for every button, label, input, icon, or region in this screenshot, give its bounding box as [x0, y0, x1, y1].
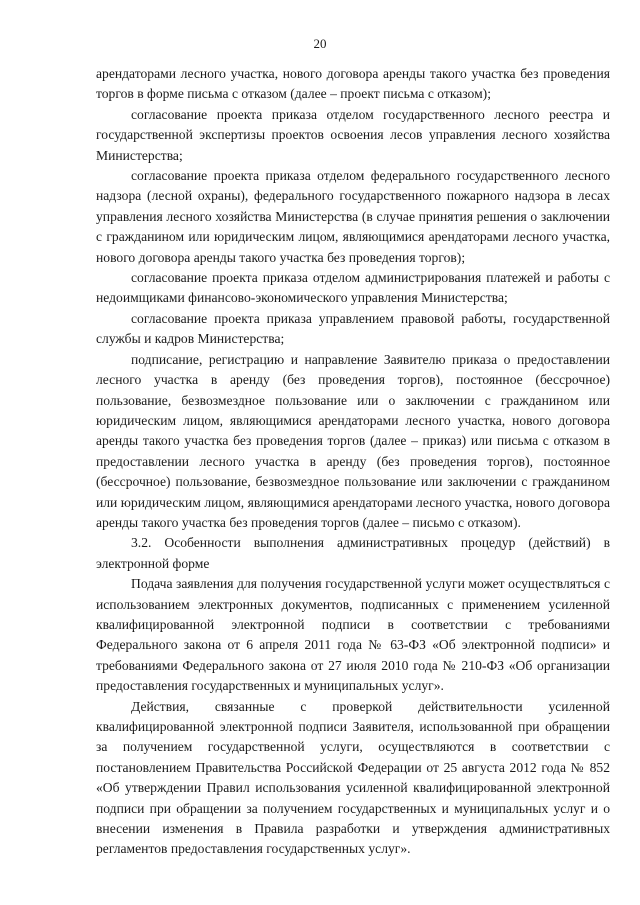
paragraph-continuation: арендаторами лесного участка, нового договора аренды такого участка без проведения торгов в форме письма с отказом (далее – проект письма с отказом); [96, 66, 610, 102]
paragraph-signing-registration: подписание, регистрацию и направление Заявителю приказа о предоставлении лесного участка в аренду (без проведения торгов), постоянное (бессрочное) пользование, безвозмездное пользование или о заключении с гражданином или юридическим лицом, являющимися арендаторами лесного участка, нового договора аренды такого участка без проведения торгов (далее – приказ) или письма с отказом в предоставлении лесного участка в аренду (без проведения торгов), постоянное (бессрочное) пользование, безвозмездное пользование или заключении с гражданином или юридическим лицом, являющимися арендаторами лесного участка, нового договора аренды такого участка без проведения торгов (далее – письмо с отказом). [96, 351, 610, 530]
page-number: 20 [313, 36, 327, 51]
paragraph-electronic-application: Подача заявления для получения государственной услуги может осуществляться с использованием электронных документов, подписанных с применением усиленной квалифицированной электронной подписи в соответствии с требованиями Федерального закона от 6 апреля 2011 года № 63-ФЗ «Об электронной подписи» и требованиями Федерального закона от 27 июля 2010 года № 210-ФЗ «Об организации предоставления государственных и муниципальных услуг». [96, 576, 610, 694]
paragraph-signature-verification: Действия, связанные с проверкой действительности усиленной квалифицированной электронной подписи Заявителя, использованной при обращении за получением государственной услуги, осуществляются в соответствии с постановлением Правительства Российской Федерации от 25 августа 2012 года № 852 «Об утверждении Правил использования усиленной квалифицированной электронной подписи при обращении за получением государственных и муниципальных услуг и о внесении изменения в Правила разработки и утверждения административных регламентов предоставления государственных услуг». [96, 698, 610, 857]
paragraph-payments-approval: согласование проекта приказа отделом администрирования платежей и работы с недоимщиками финансово-экономического управления Министерства; [96, 270, 610, 306]
section-heading-3-2: 3.2. Особенности выполнения административных процедур (действий) в электронной форме [96, 535, 610, 571]
paragraph-legal-approval: согласование проекта приказа управлением правовой работы, государственной службы и кадров Министерства; [96, 310, 610, 347]
paragraph-forest-supervision-approval: согласование проекта приказа отделом федерального государственного лесного надзора (лесной охраны), федерального государственного пожарного надзора в лесах управления лесного хозяйства Министерства (в случае принятия решения о заключении с гражданином или юридическим лицом, являющимися арендаторами лесного участка, нового договора аренды такого участка без проведения торгов); [96, 168, 610, 265]
document-body [96, 64, 610, 860]
paragraph-forest-registry-approval: согласование проекта приказа отделом государственного лесного реестра и государственной экспертизы проектов освоения лесов управления лесного хозяйства Министерства; [96, 106, 610, 163]
